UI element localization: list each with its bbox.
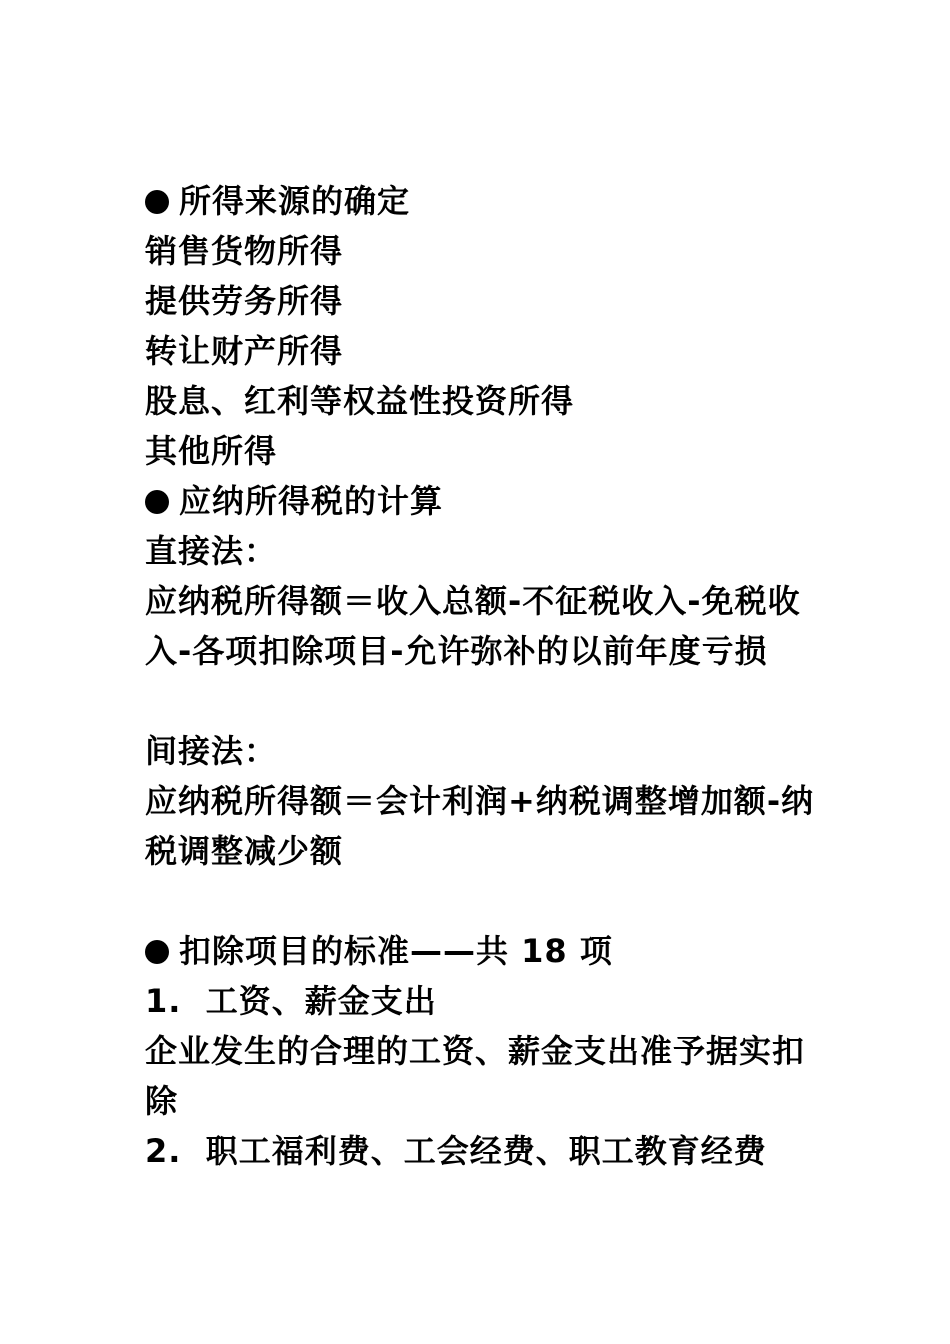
section-heading-deduction-standards — [145, 926, 825, 976]
section-heading-text: 所得来源的确定 — [179, 182, 411, 220]
deduction-item-title: 2. 职工福利费、工会经费、职工教育经费 — [145, 1132, 767, 1170]
direct-method-formula: 应纳税所得额＝收入总额-不征税收入-免税收入-各项扣除项目-允许弥补的以前年度亏损 — [145, 582, 801, 670]
document-body — [145, 176, 825, 1176]
bullet-icon — [145, 190, 169, 214]
section-heading-income-source — [145, 176, 825, 226]
bullet-icon — [145, 940, 169, 964]
deduction-item-text: 企业发生的合理的工资、薪金支出准予据实扣除 — [145, 1032, 806, 1120]
list-item: 其他所得 — [145, 432, 278, 470]
spacer — [145, 676, 825, 726]
section-heading-text: 应纳所得税的计算 — [179, 482, 444, 520]
direct-method-label: 直接法： — [145, 532, 278, 570]
spacer — [145, 876, 825, 926]
list-item: 股息、红利等权益性投资所得 — [145, 382, 575, 420]
section-heading-text: 扣除项目的标准——共 18 项 — [179, 932, 613, 970]
list-item: 转让财产所得 — [145, 332, 344, 370]
indirect-method-label: 间接法： — [145, 732, 278, 770]
list-item: 销售货物所得 — [145, 232, 344, 270]
list-item: 提供劳务所得 — [145, 282, 344, 320]
section-heading-tax-calculation — [145, 476, 825, 526]
bullet-icon — [145, 490, 169, 514]
indirect-method-formula: 应纳税所得额＝会计利润+纳税调整增加额-纳税调整减少额 — [145, 782, 815, 870]
deduction-item-title: 1. 工资、薪金支出 — [145, 982, 437, 1020]
